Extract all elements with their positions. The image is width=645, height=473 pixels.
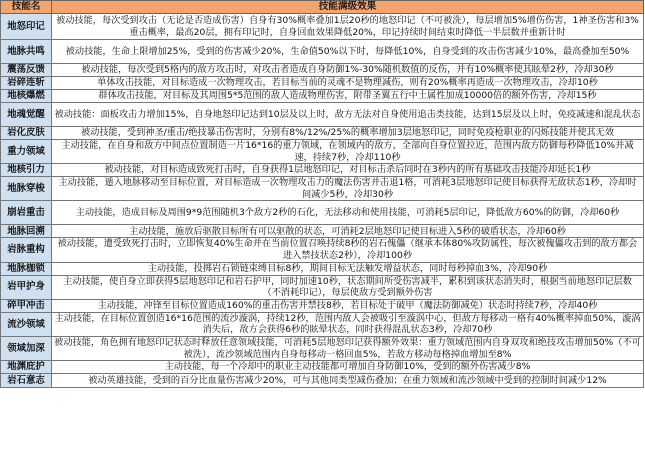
skill-effect-cell: 被动技能，遭受致死打击时，立即恢复40%生命并在当前位置召唤持续8秒的岩石傀儡（继承本体80%攻防属性，每次被傀儡攻击到的敌方都会进入禁技状态2秒），冷却100秒 <box>52 238 644 262</box>
skill-effect-cell: 主动技能，使自身立即获得5层地怒印记和岩石护甲，同时加速10秒，状态期间所受伤害减半，累积到该状态消失时，根据当前地怒印记层数（不消耗印记），每层使敌方受到额外伤害 <box>52 275 644 299</box>
table-row <box>1 177 644 201</box>
table-row <box>1 90 644 103</box>
skill-name-cell: 地核爆燃 <box>1 90 52 103</box>
skill-effect-cell: 主动技能，造成目标及周围9*9范围随机3个敌方2秒的石化，无法移动和使用技能，可消耗5层印记，降低敌方60%的防御，冷却60秒 <box>52 201 644 225</box>
skill-effect-cell: 主动技能，遁入地脉移动至目标位置，对目标造成一次物理攻击力的魔法伤害并击退1格，可消耗3层地怒印记使目标获得无敌状态1秒，冷却时间减少5秒，冷却30秒 <box>52 177 644 201</box>
skill-name-cell: 地魂觉醒 <box>1 103 52 127</box>
table-row <box>1 14 644 40</box>
table-row <box>1 312 644 336</box>
skill-name-cell: 地核引力 <box>1 164 52 177</box>
skill-name-cell: 岩脉重构 <box>1 238 52 262</box>
skill-name-cell: 岩石意志 <box>1 374 52 388</box>
table-row <box>1 238 644 262</box>
table-row <box>1 164 644 177</box>
skill-effect-cell: 被动技能，生命上限增加25%，受到的伤害减少20%，生命值50%以下时，每降低10%，自身受到的攻击伤害减少10%，最高叠加至50% <box>52 40 644 64</box>
skill-effect-cell: 单体攻击技能，对目标造成一次物理攻击，若目标当前的灵魂不是物理减伤，则有20%概率再造成一次物理攻击，冷却10秒 <box>52 77 644 90</box>
skill-effect-cell: 被动英雄技能，受到的百分比血量伤害减少20%，可与其他同类型减伤叠加；在重力领域和流沙领域中受到的控制时间减少12% <box>52 374 644 388</box>
table-row <box>1 201 644 225</box>
skill-name-cell: 重力领域 <box>1 140 52 164</box>
skill-name-cell: 地渊庇护 <box>1 361 52 374</box>
skill-name-cell: 地脉共鸣 <box>1 40 52 64</box>
table-body <box>1 14 644 388</box>
skill-effect-cell: 被动技能，受到神圣/重击/绝技暴击伤害时，分别有8%/12%/25%的概率增加3层地怒印记，同时免疫枪职业的闪烁技能并使其无效 <box>52 127 644 140</box>
skill-name-cell: 地脉枷锁 <box>1 262 52 275</box>
table-row <box>1 77 644 90</box>
skill-name-cell: 岩甲护身 <box>1 275 52 299</box>
table-row <box>1 225 644 238</box>
skill-effect-cell: 被动技能，对目标造成致死打击时，自身获得1层地怒印记，对目标击杀后同时在3秒内的所有基础攻击技能冷却延长1秒 <box>52 164 644 177</box>
table-row <box>1 103 644 127</box>
skill-name-cell: 岩化皮肤 <box>1 127 52 140</box>
skill-effect-cell: 主动技能，投掷岩石锁链束缚目标8秒，期间目标无法触发增益状态，同时每秒掉血3%，冷却90秒 <box>52 262 644 275</box>
skill-effect-cell: 被动技能，每次受到攻击（无论是否造成伤害）自身有30%概率叠加1层20秒的地怒印记（不可被洗），每层增加5%增伤伤害，1神圣伤害和3%重击概率，最高20层，拥有印记时，自身回血效果降低20%，印记持续时间结束时降低一半层数并重新计时 <box>52 14 644 40</box>
table-row <box>1 275 644 299</box>
skill-name-cell: 地脉回溯 <box>1 225 52 238</box>
table-row <box>1 40 644 64</box>
skill-effect-cell: 主动技能，每一个冷却中的职业主动技能都可增加自身防御10%，受到的额外伤害减少8% <box>52 361 644 374</box>
skill-effect-cell: 主动技能，在目标位置创造16*16范围的流沙漩涡，持续12秒，范围内敌人会被吸引至漩涡中心，但敌方每移动一格有40%概率掉血50%，漩涡消失后，敌方会获得6秒的眩晕状态，同时获得混乱状态3秒，冷却70秒 <box>52 312 644 336</box>
table-row <box>1 374 644 388</box>
skill-name-cell: 碎甲冲击 <box>1 299 52 312</box>
skill-name-cell: 崩岩重击 <box>1 201 52 225</box>
skill-name-cell: 岩碎连斩 <box>1 77 52 90</box>
skill-name-cell: 震荡反馈 <box>1 64 52 77</box>
table-header-row <box>1 1 644 14</box>
skill-name-cell: 地脉穿梭 <box>1 177 52 201</box>
skill-effect-cell: 主动技能，冲锋至目标位置造成160%的重击伤害并禁技8秒，若目标处于破甲（魔法防御减免）状态时持续7秒，冷却40秒 <box>52 299 644 312</box>
table-row <box>1 262 644 275</box>
table-row <box>1 127 644 140</box>
table-row <box>1 336 644 360</box>
skill-effect-cell: 被动技能，每次受到5格内的敌方攻击时，对攻击者造成自身防御1%-30%随机数值的反伤，并有10%概率使其眩晕2秒，冷却30秒 <box>52 64 644 77</box>
table-row <box>1 64 644 77</box>
skill-name-cell: 地怒印记 <box>1 14 52 40</box>
skill-effect-cell: 被动技能：面板攻击力增加15%，自身地怒印记达到10层及以上时，敌方无法对自身使用追击类技能，达到15层及以上时，免疫减速和混乱状态 <box>52 103 644 127</box>
skill-effect-cell: 群体攻击技能，对目标及其周围5*5范围的敌人造成物理伤害，附带圣翼五行中土属性加成10000倍的额外伤害，冷却15秒 <box>52 90 644 103</box>
table-row <box>1 140 644 164</box>
skill-name-cell: 流沙领域 <box>1 312 52 336</box>
table-row <box>1 299 644 312</box>
header-skill-effect: 技能满级效果 <box>52 1 644 14</box>
skill-effect-cell: 主动技能，施放后驱散目标所有可以驱散的状态，可消耗2层地怒印记使目标进入5秒的破盾状态，冷却60秒 <box>52 225 644 238</box>
skill-name-cell: 领域加深 <box>1 336 52 360</box>
table-row <box>1 361 644 374</box>
header-skill-name: 技能名 <box>1 1 52 14</box>
skill-effect-cell: 被动技能，角色拥有地怒印记状态时释放任意领域技能，可消耗5层地怒印记获得额外效果：重力领域范围内自身双攻和绝技攻击增加50%（不可被洗），流沙领域范围内自身每移动一格回血5%，若敌方移动每格掉血增加至8% <box>52 336 644 360</box>
skill-effect-cell: 主动技能，在自身和敌方中间点位置制造一片16*16的重力领域，在领域内的敌方，全部向自身位置拉近，范围内敌方防御每秒降低10%并减速，持续7秒，冷却110秒 <box>52 140 644 164</box>
